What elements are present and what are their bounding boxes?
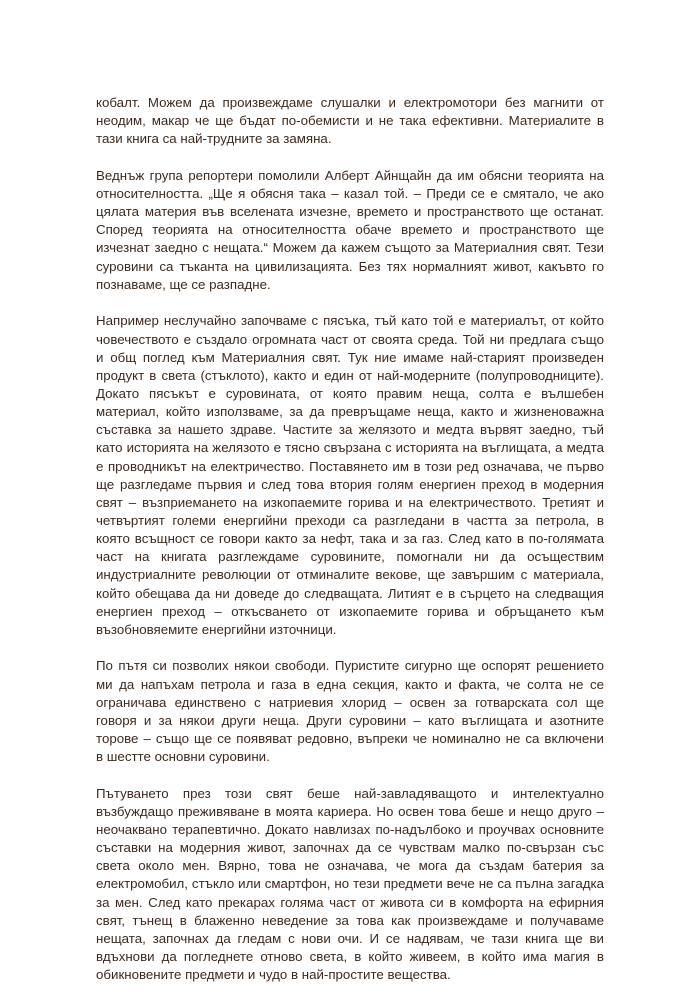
text-line: съставки на модерния живот, започнах да се чувствам малко по-свързан със	[96, 840, 604, 856]
text-line: е проводникът на електричество. Поставянето им в този ред означава, че първо	[96, 458, 604, 474]
body-text	[96, 94, 604, 1003]
text-line: свят – възприемането на изкопаемите горива и на електричеството. Третият и	[96, 494, 604, 510]
text-line: говоря и за някои други неща. Други суровини – като въглищата и азотните	[96, 712, 604, 728]
text-line: цялата материя във вселената изчезне, времето и пространството ще останат.	[96, 204, 604, 220]
text-line: който обещава да ни доведе до следващата. Литият е в сърцето на следващия	[96, 585, 604, 601]
text-line: енергиен преход – откъсването от изкопаемите горива и обръщането към	[96, 603, 604, 619]
text-line: част на книгата разглеждаме суровините, помогнали ни да осъществим	[96, 549, 604, 565]
text-line: По пътя си позволих някои свободи. Пуристите сигурно ще оспорят решението	[96, 658, 604, 674]
text-line: тази книга са най-трудните за замяна.	[96, 131, 332, 147]
text-line: електромобил, стъкло или смартфон, но тези предмети вече не са пълна загадка	[96, 876, 604, 892]
text-line: материал, който използваме, за да превръщаме неща, както и жизненоважна	[96, 404, 604, 420]
text-line: изчезнат заедно с нещата.“ Можем да кажем същото за Материалния свят. Тези	[96, 240, 604, 256]
text-line: Веднъж група репортери помолили Алберт Айнщайн да им обясни теорията на	[96, 167, 604, 183]
text-line: торове – също ще се появяват редовно, въпреки че номинално не са включени	[96, 731, 604, 746]
text-line: познаваме, ще се разпадне.	[96, 276, 271, 292]
text-line: възбуждащо преживяване в моята кариера. Но освен това беше и нещо друго –	[96, 803, 604, 819]
text-line: кобалт. Можем да произвеждаме слушалки и електромотори без магнити от	[96, 95, 604, 110]
text-line: четвъртият големи енергийни преходи са разгледани в частта за петрола, в	[96, 512, 604, 528]
text-line: съставка за нашето здраве. Частите за желязото и медта вървят заедно, тъй	[96, 422, 604, 438]
paragraph	[96, 167, 604, 294]
text-line: нещата, започнах да гледам с нови очи. И се надявам, че тази книга ще ви	[96, 930, 604, 946]
text-line: суровини са тъканта на цивилизацията. Без тях нормалният живот, какъвто го	[96, 258, 604, 274]
text-line: като историята на желязото е тясно свързана с историята на въглищата, а медта	[96, 440, 604, 456]
text-line: неочаквано терапевтично. Докато навлизах по-надълбоко и проучвах основните	[96, 822, 604, 838]
text-line: ограничава единствено с натриевия хлорид – освен за готварската сол ще	[96, 694, 604, 710]
paragraph	[96, 94, 604, 148]
text-line: човечеството е създало огромната част от своята среда. Той ни предлага също	[96, 331, 604, 347]
text-line: ще разгледаме първия и след това втория голям енергиен преход в модерния	[96, 476, 604, 492]
text-line: Например неслучайно започваме с пясъка, тъй като той е материалът, от който	[96, 313, 604, 329]
text-line: Докато пясъкът е суровината, от която правим неща, солта е вълшебен	[96, 385, 604, 401]
paragraph	[96, 657, 604, 766]
paragraph	[96, 312, 604, 639]
text-line: за мен. След като прекарах голяма част от живота си в комфорта на ефирния	[96, 894, 604, 910]
text-line: вдъхнови да погледнете отново света, в който живеем, в който има магия в	[96, 949, 604, 965]
text-line: и общ поглед към Материалния свят. Тук ние имаме най-старият произведен	[96, 349, 604, 365]
text-line: продукт в света (стъклото), както и един от най-модерните (полупроводниците).	[96, 367, 604, 383]
text-line: обикновените предмети и чудо в най-простите вещества.	[96, 967, 451, 983]
text-line: в шестте основни суровини.	[96, 749, 270, 765]
text-line: възобновяемите енергийни източници.	[96, 621, 337, 637]
text-line: индустриалните революции от отминалите векове, ще завършим с материала,	[96, 567, 604, 583]
text-line: Пътуването през този свят беше най-завладяващото и интелектуално	[96, 785, 604, 801]
text-line: относителността. „Ще я обясня така – казал той. – Преди се е смятало, че ако	[96, 186, 604, 202]
text-line: ми да напъхам петрола и газа в една секция, както и факта, че солта не се	[96, 676, 604, 692]
text-line: неодим, макар че ще бъдат по-обемисти и не така ефективни. Материалите в	[96, 113, 604, 129]
text-line: свят, тънещ в блаженно неведение за това как произвеждаме и получаваме	[96, 912, 604, 928]
text-line: света около мен. Вярно, това не означава, че мога да създам батерия за	[96, 858, 604, 874]
text-line: която всъщност се говори както за нефт, така и за газ. След като в по-голямата	[96, 531, 604, 547]
text-line: Според теорията на относителността обаче времето и пространството ще	[96, 222, 604, 238]
paragraph	[96, 785, 604, 985]
